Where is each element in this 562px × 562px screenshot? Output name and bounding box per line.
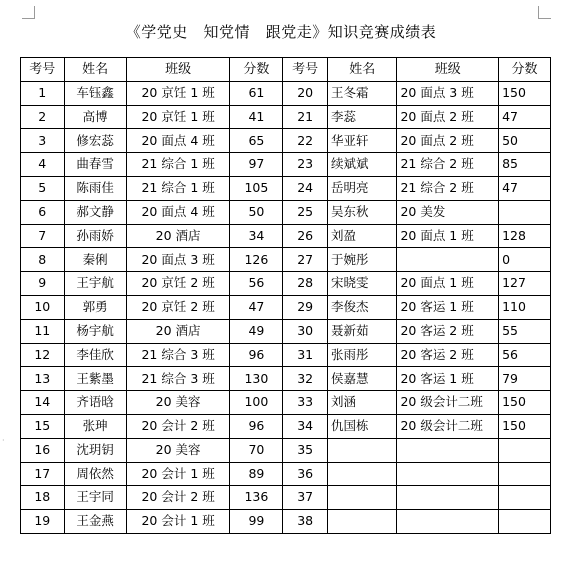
table-row <box>21 295 551 319</box>
cell-score: 150 <box>499 414 551 438</box>
cell-name: 陈雨佳 <box>64 176 126 200</box>
cell-score: 85 <box>499 153 551 177</box>
cell-name: 秦俐 <box>64 248 126 272</box>
cell-score: 56 <box>230 272 283 296</box>
cell-score: 47 <box>499 176 551 200</box>
cell-score: 34 <box>230 224 283 248</box>
cell-class <box>397 486 499 510</box>
cell-exam-no: 34 <box>283 414 328 438</box>
cell-class: 20 级会计二班 <box>397 414 499 438</box>
cell-name: 齐语晗 <box>64 391 126 415</box>
cell-class: 20 酒店 <box>126 319 230 343</box>
cell-exam-no: 23 <box>283 153 328 177</box>
cell-name: 曲春雪 <box>64 153 126 177</box>
cell-score: 47 <box>230 295 283 319</box>
cell-exam-no: 4 <box>21 153 65 177</box>
cell-score: 41 <box>230 105 283 129</box>
cell-exam-no: 11 <box>21 319 65 343</box>
cell-class: 21 综合 3 班 <box>126 343 230 367</box>
cell-name: 仇国栋 <box>327 414 396 438</box>
cell-score: 150 <box>499 81 551 105</box>
cell-name: 高博 <box>64 105 126 129</box>
cell-name: 续斌斌 <box>327 153 396 177</box>
table-row <box>21 486 551 510</box>
table-header-row <box>21 58 551 82</box>
cell-class: 20 级会计二班 <box>397 391 499 415</box>
cell-class: 20 客运 2 班 <box>397 319 499 343</box>
cell-score: 49 <box>230 319 283 343</box>
cell-name <box>327 438 396 462</box>
cell-class: 20 面点 1 班 <box>397 224 499 248</box>
cell-score <box>499 486 551 510</box>
cell-score <box>499 200 551 224</box>
table-row <box>21 248 551 272</box>
cell-name: 孙雨娇 <box>64 224 126 248</box>
cell-exam-no: 36 <box>283 462 328 486</box>
cell-name: 李蕊 <box>327 105 396 129</box>
column-header-class-right: 班级 <box>397 58 499 82</box>
cell-name: 修宏蕊 <box>64 129 126 153</box>
cell-class: 20 面点 4 班 <box>126 200 230 224</box>
cell-exam-no: 14 <box>21 391 65 415</box>
cell-name: 周依然 <box>64 462 126 486</box>
cell-class <box>397 462 499 486</box>
cell-score: 150 <box>499 391 551 415</box>
cell-score <box>499 510 551 534</box>
table-row <box>21 367 551 391</box>
cell-exam-no: 19 <box>21 510 65 534</box>
cell-score: 99 <box>230 510 283 534</box>
table-row <box>21 129 551 153</box>
cell-score: 127 <box>499 272 551 296</box>
cell-exam-no: 3 <box>21 129 65 153</box>
cell-name: 张雨彤 <box>327 343 396 367</box>
cell-class: 20 客运 2 班 <box>397 343 499 367</box>
cell-score: 70 <box>230 438 283 462</box>
cell-name: 沈玥钥 <box>64 438 126 462</box>
cell-exam-no: 12 <box>21 343 65 367</box>
cell-exam-no: 10 <box>21 295 65 319</box>
cell-score: 128 <box>499 224 551 248</box>
cell-exam-no: 27 <box>283 248 328 272</box>
table-row <box>21 105 551 129</box>
cell-class: 21 综合 2 班 <box>397 176 499 200</box>
cell-score: 79 <box>499 367 551 391</box>
cell-class: 20 面点 2 班 <box>397 129 499 153</box>
cell-class: 20 美容 <box>126 438 230 462</box>
cell-class: 21 综合 2 班 <box>397 153 499 177</box>
table-row <box>21 319 551 343</box>
cell-name: 郝文静 <box>64 200 126 224</box>
cell-score: 56 <box>499 343 551 367</box>
cell-name: 侯嘉慧 <box>327 367 396 391</box>
cell-exam-no: 9 <box>21 272 65 296</box>
cell-score: 136 <box>230 486 283 510</box>
cell-exam-no: 25 <box>283 200 328 224</box>
cell-class: 20 美容 <box>126 391 230 415</box>
cell-exam-no: 31 <box>283 343 328 367</box>
table-row <box>21 510 551 534</box>
cell-exam-no: 37 <box>283 486 328 510</box>
page-corner-mark-right <box>538 6 551 19</box>
cell-score: 96 <box>230 414 283 438</box>
cell-exam-no: 30 <box>283 319 328 343</box>
cell-name: 郭勇 <box>64 295 126 319</box>
cell-class <box>397 438 499 462</box>
cell-class: 20 会计 1 班 <box>126 510 230 534</box>
cell-class: 20 面点 3 班 <box>397 81 499 105</box>
cell-exam-no: 1 <box>21 81 65 105</box>
column-header-name-right: 姓名 <box>327 58 396 82</box>
cell-exam-no: 20 <box>283 81 328 105</box>
table-row <box>21 343 551 367</box>
cell-name: 聂新茹 <box>327 319 396 343</box>
cell-class: 20 酒店 <box>126 224 230 248</box>
cell-class: 20 面点 2 班 <box>397 105 499 129</box>
cell-name <box>327 510 396 534</box>
cell-class: 21 综合 1 班 <box>126 153 230 177</box>
cell-exam-no: 32 <box>283 367 328 391</box>
table-row <box>21 462 551 486</box>
cell-name: 杨宇航 <box>64 319 126 343</box>
column-header-score-left: 分数 <box>230 58 283 82</box>
cell-class: 20 京饪 1 班 <box>126 105 230 129</box>
cell-score: 130 <box>230 367 283 391</box>
cell-exam-no: 5 <box>21 176 65 200</box>
cell-score: 97 <box>230 153 283 177</box>
cell-exam-no: 29 <box>283 295 328 319</box>
cell-class: 21 综合 1 班 <box>126 176 230 200</box>
cell-exam-no: 17 <box>21 462 65 486</box>
cell-exam-no: 26 <box>283 224 328 248</box>
cell-name: 车钰鑫 <box>64 81 126 105</box>
page-corner-mark-left <box>22 6 35 19</box>
cell-exam-no: 6 <box>21 200 65 224</box>
column-header-exam-no-right: 考号 <box>283 58 328 82</box>
cell-exam-no: 38 <box>283 510 328 534</box>
table-row <box>21 81 551 105</box>
cell-class: 20 京饪 2 班 <box>126 272 230 296</box>
cell-class: 20 客运 1 班 <box>397 367 499 391</box>
cell-name: 宋晓雯 <box>327 272 396 296</box>
cell-exam-no: 8 <box>21 248 65 272</box>
cell-class <box>397 248 499 272</box>
column-header-score-right: 分数 <box>499 58 551 82</box>
cell-exam-no: 28 <box>283 272 328 296</box>
cell-name: 王宇航 <box>64 272 126 296</box>
cell-class: 20 客运 1 班 <box>397 295 499 319</box>
table-row <box>21 224 551 248</box>
cell-class: 20 美发 <box>397 200 499 224</box>
column-header-name-left: 姓名 <box>64 58 126 82</box>
cell-exam-no: 21 <box>283 105 328 129</box>
cell-score <box>499 438 551 462</box>
cell-score <box>499 462 551 486</box>
table-row <box>21 391 551 415</box>
column-header-class-left: 班级 <box>126 58 230 82</box>
cell-score: 47 <box>499 105 551 129</box>
cell-score: 65 <box>230 129 283 153</box>
cell-score: 126 <box>230 248 283 272</box>
cell-score: 100 <box>230 391 283 415</box>
table-row <box>21 438 551 462</box>
cell-class: 20 会计 2 班 <box>126 414 230 438</box>
cell-score: 61 <box>230 81 283 105</box>
cell-exam-no: 13 <box>21 367 65 391</box>
cell-name: 华亚轩 <box>327 129 396 153</box>
cell-exam-no: 22 <box>283 129 328 153</box>
cell-name: 李佳欣 <box>64 343 126 367</box>
table-row <box>21 153 551 177</box>
cell-exam-no: 18 <box>21 486 65 510</box>
cell-exam-no: 35 <box>283 438 328 462</box>
cell-name: 李俊杰 <box>327 295 396 319</box>
cell-name <box>327 486 396 510</box>
table-row <box>21 272 551 296</box>
cell-score: 55 <box>499 319 551 343</box>
cell-class: 20 京饪 2 班 <box>126 295 230 319</box>
table-row <box>21 414 551 438</box>
cell-class: 20 会计 1 班 <box>126 462 230 486</box>
column-header-exam-no-left: 考号 <box>21 58 65 82</box>
table-row <box>21 200 551 224</box>
cell-class: 21 综合 3 班 <box>126 367 230 391</box>
cell-class <box>397 510 499 534</box>
table-row <box>21 176 551 200</box>
cell-class: 20 面点 4 班 <box>126 129 230 153</box>
cell-name: 王紫墨 <box>64 367 126 391</box>
cell-exam-no: 16 <box>21 438 65 462</box>
page-title: 《学党史 知党情 跟党走》知识竞赛成绩表 <box>125 23 437 41</box>
cell-exam-no: 7 <box>21 224 65 248</box>
cell-class: 20 面点 1 班 <box>397 272 499 296</box>
cell-class: 20 面点 3 班 <box>126 248 230 272</box>
cell-score: 50 <box>499 129 551 153</box>
cell-score: 110 <box>499 295 551 319</box>
cell-score: 50 <box>230 200 283 224</box>
table-body <box>21 81 551 533</box>
score-table <box>20 57 551 534</box>
cell-name <box>327 462 396 486</box>
cell-class: 20 会计 2 班 <box>126 486 230 510</box>
cell-name: 于婉彤 <box>327 248 396 272</box>
cell-class: 20 京饪 1 班 <box>126 81 230 105</box>
cell-name: 王金燕 <box>64 510 126 534</box>
cell-score: 105 <box>230 176 283 200</box>
cell-name: 刘涵 <box>327 391 396 415</box>
cell-name: 王冬霜 <box>327 81 396 105</box>
cell-name: 王宇同 <box>64 486 126 510</box>
margin-dot: · <box>2 436 5 445</box>
cell-exam-no: 24 <box>283 176 328 200</box>
cell-exam-no: 2 <box>21 105 65 129</box>
cell-name: 岳明亮 <box>327 176 396 200</box>
cell-name: 吴东秋 <box>327 200 396 224</box>
cell-score: 89 <box>230 462 283 486</box>
cell-exam-no: 33 <box>283 391 328 415</box>
cell-exam-no: 15 <box>21 414 65 438</box>
cell-score: 0 <box>499 248 551 272</box>
cell-name: 刘盈 <box>327 224 396 248</box>
cell-name: 张珅 <box>64 414 126 438</box>
cell-score: 96 <box>230 343 283 367</box>
